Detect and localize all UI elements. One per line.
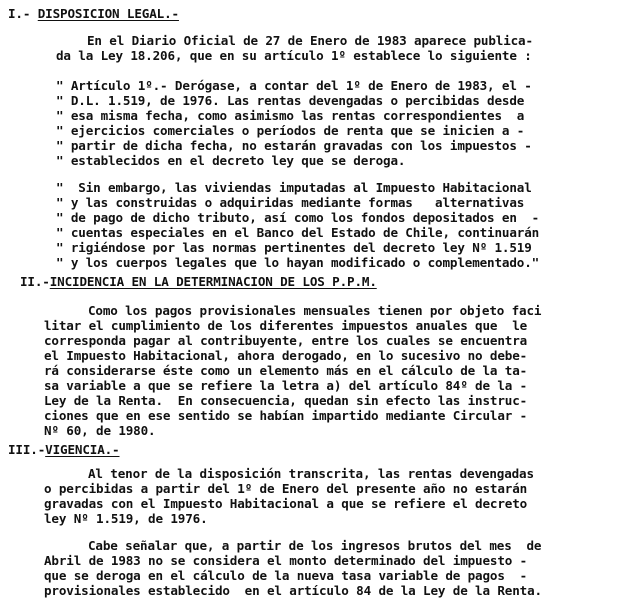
section-1-paragraph-line: En el Diario Oficial de 27 de Enero de 1983 aparece publica-	[87, 33, 533, 48]
section-1-heading	[8, 6, 179, 21]
quote-line: " rigiéndose por las normas pertinentes del decreto ley Nº 1.519	[56, 240, 532, 255]
quote-line: " Sin embargo, las viviendas imputadas al Impuesto Habitacional	[56, 180, 532, 195]
section-3-paragraph-line: que se deroga en el cálculo de la nueva tasa variable de pagos -	[44, 568, 528, 583]
section-2-paragraph-line: el Impuesto Habitacional, ahora derogado, en lo sucesivo no debe-	[44, 348, 528, 363]
section-3-paragraph-line: provisionales establecido en el artículo 84 de la Ley de la Renta.	[44, 583, 542, 598]
quote-line: " D.L. 1.519, de 1976. Las rentas devengadas o percibidas desde	[56, 93, 525, 108]
quote-line: " partir de dicha fecha, no estarán gravadas con los impuestos -	[56, 138, 532, 153]
section-3-number: III.-	[8, 442, 46, 457]
quote-line: " y los cuerpos legales que lo hayan modificado o complementado."	[56, 255, 540, 270]
section-2-paragraph-line: Como los pagos provisionales mensuales tienen por objeto faci	[88, 303, 542, 318]
section-1-title: DISPOSICION LEGAL.-	[37, 6, 179, 21]
section-2-heading	[20, 274, 377, 289]
quote-line: " esa misma fecha, como asimismo las rentas correspondientes a	[56, 108, 525, 123]
section-2-paragraph-line: Nº 60, de 1980.	[44, 423, 156, 438]
section-3-heading	[8, 442, 120, 457]
section-2-title: INCIDENCIA EN LA DETERMINACION DE LOS P.P.M.	[49, 274, 377, 289]
section-2-paragraph-line: litar el cumplimiento de los diferentes impuestos anuales que le	[44, 318, 528, 333]
section-1-number: I.-	[8, 6, 31, 21]
section-3-paragraph-line: o percibidas a partir del 1º de Enero del presente año no estarán	[44, 481, 528, 496]
quote-line: " cuentas especiales en el Banco del Estado de Chile, continuarán	[56, 225, 540, 240]
quote-line: " ejercicios comerciales o períodos de renta que se inicien a -	[56, 123, 525, 138]
section-3-paragraph-line: gravadas con el Impuesto Habitacional a que se refiere el decreto	[44, 496, 528, 511]
section-3-paragraph-line: Al tenor de la disposición transcrita, las rentas devengadas	[88, 466, 534, 481]
quote-line: " Artículo 1º.- Derógase, a contar del 1º de Enero de 1983, el -	[56, 78, 532, 93]
section-2-paragraph-line: rá considerarse éste como un elemento más en el cálculo de la ta-	[44, 363, 528, 378]
quote-line: " establecidos en el decreto ley que se deroga.	[56, 153, 406, 168]
section-2-paragraph-line: sa variable a que se refiere la letra a) del artículo 84º de la -	[44, 378, 528, 393]
section-3-paragraph-line: ley Nº 1.519, de 1976.	[44, 511, 208, 526]
quote-line: " de pago de dicho tributo, así como los fondos depositados en -	[56, 210, 540, 225]
section-3-paragraph-line: Cabe señalar que, a partir de los ingresos brutos del mes de	[88, 538, 542, 553]
section-2-paragraph-line: corresponda pagar al contribuyente, entre los cuales se encuentra	[44, 333, 528, 348]
section-2-paragraph-line: Ley de la Renta. En consecuencia, quedan sin efecto las instruc-	[44, 393, 528, 408]
quote-line: " y las construidas o adquiridas mediante formas alternativas	[56, 195, 525, 210]
section-1-paragraph-line: da la Ley 18.206, que en su artículo 1º establece lo siguiente :	[56, 48, 532, 63]
section-2-paragraph-line: ciones que en ese sentido se habían impartido mediante Circular -	[44, 408, 528, 423]
section-3-paragraph-line: Abril de 1983 no se considera el monto determinado del impuesto -	[44, 553, 528, 568]
section-2-number: II.-	[20, 274, 50, 289]
section-3-title: VIGENCIA.-	[45, 442, 120, 457]
